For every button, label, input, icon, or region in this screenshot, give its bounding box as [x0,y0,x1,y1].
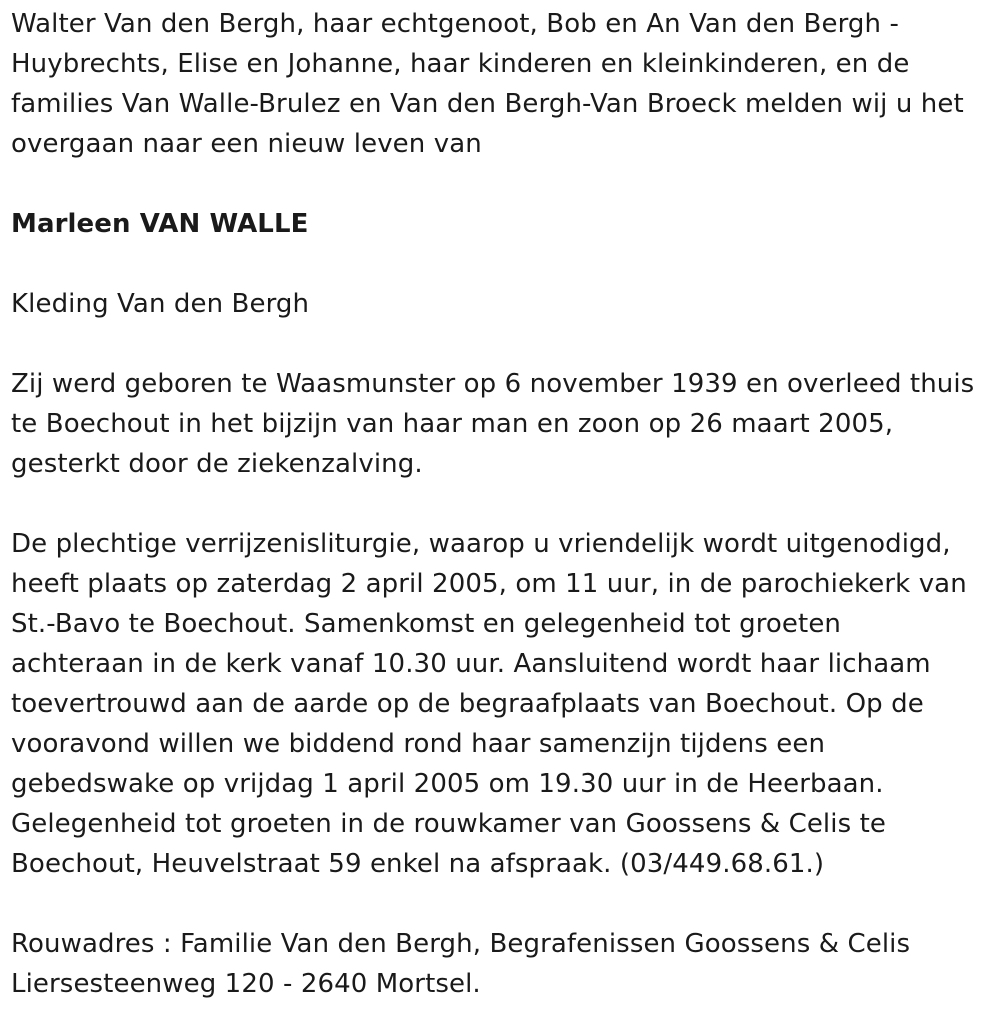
text-line: Walter Van den Bergh, haar echtgenoot, Bob en An Van den Bergh - [11,9,899,39]
paragraph-spacer [11,324,991,364]
birth-death-paragraph [11,364,991,484]
text-line: De plechtige verrijzenisliturgie, waarop u vriendelijk wordt uitgenodigd, [11,529,951,559]
text-line: Rouwadres : Familie Van den Bergh, Begrafenissen Goossens & Celis [11,929,911,959]
text-line: Huybrechts, Elise en Johanne, haar kinderen en kleinkinderen, en de [11,49,910,79]
text-line: Zij werd geboren te Waasmunster op 6 november 1939 en overleed thuis [11,369,975,399]
text-line: vooravond willen we biddend rond haar samenzijn tijdens een [11,729,826,759]
text-line: achteraan in de kerk vanaf 10.30 uur. Aansluitend wordt haar lichaam [11,649,931,679]
intro-paragraph [11,4,991,164]
mourning-address-paragraph [11,924,991,1004]
business-name: Kleding Van den Bergh [11,289,310,319]
text-line: families Van Walle-Brulez en Van den Bergh-Van Broeck melden wij u het [11,89,964,119]
paragraph-spacer [11,484,991,524]
paragraph-spacer [11,164,991,204]
deceased-name: Marleen VAN WALLE [11,209,309,239]
obituary-text [11,4,991,1004]
text-line: te Boechout in het bijzijn van haar man en zoon op 26 maart 2005, [11,409,894,439]
text-line: overgaan naar een nieuw leven van [11,129,482,159]
text-line: gesterkt door de ziekenzalving. [11,449,423,479]
text-line: toevertrouwd aan de aarde op de begraafplaats van Boechout. Op de [11,689,924,719]
text-line: gebedswake op vrijdag 1 april 2005 om 19.30 uur in de Heerbaan. [11,769,884,799]
text-line: heeft plaats op zaterdag 2 april 2005, om 11 uur, in de parochiekerk van [11,569,967,599]
text-line: Liersesteenweg 120 - 2640 Mortsel. [11,969,481,999]
text-line: Boechout, Heuvelstraat 59 enkel na afspraak. (03/449.68.61.) [11,849,825,879]
ceremony-paragraph [11,524,991,884]
text-line: St.-Bavo te Boechout. Samenkomst en gelegenheid tot groeten [11,609,841,639]
text-line: Gelegenheid tot groeten in de rouwkamer van Goossens & Celis te [11,809,886,839]
paragraph-spacer [11,244,991,284]
paragraph-spacer [11,884,991,924]
